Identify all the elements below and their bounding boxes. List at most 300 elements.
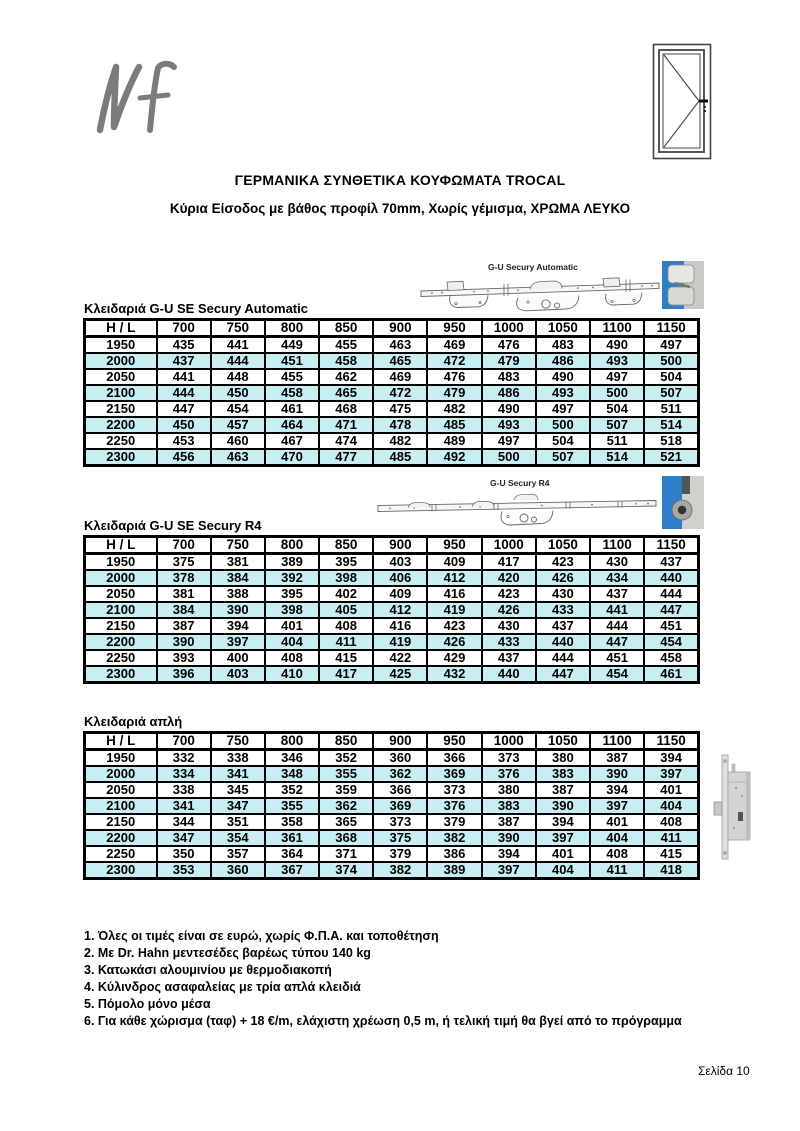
price-cell: 395 xyxy=(265,586,319,602)
width-header-cell: 700 xyxy=(157,537,211,554)
price-cell: 475 xyxy=(373,401,427,417)
price-cell: 405 xyxy=(319,602,373,618)
price-cell: 379 xyxy=(373,846,427,862)
price-cell: 332 xyxy=(157,750,211,767)
price-cell: 398 xyxy=(265,602,319,618)
price-cell: 387 xyxy=(590,750,644,767)
height-header-cell: 2250 xyxy=(85,433,157,449)
lock-image-caption: G-U Secury Automatic xyxy=(488,262,578,272)
width-header-cell: 1000 xyxy=(482,320,536,337)
price-cell: 457 xyxy=(211,417,265,433)
price-cell: 497 xyxy=(482,433,536,449)
price-cell: 397 xyxy=(536,830,590,846)
note-4: 4. Κύλινδρος ασαφαλείας με τρία απλά κλειδιά xyxy=(84,980,361,994)
price-cell: 411 xyxy=(644,830,698,846)
width-header-cell: 900 xyxy=(373,320,427,337)
price-cell: 483 xyxy=(482,369,536,385)
price-cell: 447 xyxy=(536,666,590,683)
price-cell: 394 xyxy=(536,814,590,830)
price-cell: 387 xyxy=(157,618,211,634)
note-6: 6. Για κάθε χώρισμα (ταφ) + 18 €/m, ελάχιστη χρέωση 0,5 m, ή τελική τιμή θα βγεί από το πρόγραμμα xyxy=(84,1014,682,1028)
price-cell: 454 xyxy=(211,401,265,417)
price-cell: 455 xyxy=(265,369,319,385)
price-cell: 441 xyxy=(157,369,211,385)
price-cell: 387 xyxy=(482,814,536,830)
price-cell: 408 xyxy=(319,618,373,634)
table-row xyxy=(85,750,699,767)
price-cell: 490 xyxy=(482,401,536,417)
price-cell: 380 xyxy=(536,750,590,767)
height-header-cell: 2000 xyxy=(85,570,157,586)
table-header-row xyxy=(85,320,699,337)
price-cell: 462 xyxy=(319,369,373,385)
price-cell: 380 xyxy=(482,782,536,798)
table-row xyxy=(85,846,699,862)
table-row xyxy=(85,353,699,369)
price-cell: 500 xyxy=(590,385,644,401)
price-cell: 369 xyxy=(427,766,481,782)
price-cell: 504 xyxy=(644,369,698,385)
price-cell: 447 xyxy=(157,401,211,417)
price-cell: 507 xyxy=(590,417,644,433)
price-cell: 478 xyxy=(373,417,427,433)
corner-header-cell: H / L xyxy=(85,733,157,750)
price-cell: 341 xyxy=(157,798,211,814)
price-cell: 450 xyxy=(211,385,265,401)
price-cell: 447 xyxy=(644,602,698,618)
price-cell: 426 xyxy=(482,602,536,618)
height-header-cell: 2150 xyxy=(85,618,157,634)
price-cell: 460 xyxy=(211,433,265,449)
price-cell: 382 xyxy=(427,830,481,846)
width-header-cell: 1100 xyxy=(590,537,644,554)
price-cell: 362 xyxy=(373,766,427,782)
price-cell: 440 xyxy=(536,634,590,650)
table-row xyxy=(85,634,699,650)
price-cell: 461 xyxy=(265,401,319,417)
table-row xyxy=(85,417,699,433)
price-cell: 415 xyxy=(319,650,373,666)
price-cell: 390 xyxy=(536,798,590,814)
height-header-cell: 2100 xyxy=(85,798,157,814)
price-cell: 418 xyxy=(644,862,698,879)
price-cell: 409 xyxy=(373,586,427,602)
price-cell: 511 xyxy=(590,433,644,449)
price-cell: 469 xyxy=(373,369,427,385)
price-cell: 366 xyxy=(373,782,427,798)
price-cell: 400 xyxy=(211,650,265,666)
price-cell: 471 xyxy=(319,417,373,433)
price-cell: 486 xyxy=(482,385,536,401)
width-header-cell: 800 xyxy=(265,537,319,554)
price-cell: 426 xyxy=(536,570,590,586)
table-row xyxy=(85,586,699,602)
price-cell: 492 xyxy=(427,449,481,466)
price-cell: 463 xyxy=(211,449,265,466)
price-cell: 444 xyxy=(211,353,265,369)
price-cell: 401 xyxy=(536,846,590,862)
price-cell: 444 xyxy=(590,618,644,634)
price-cell: 455 xyxy=(319,337,373,354)
price-cell: 430 xyxy=(536,586,590,602)
price-cell: 355 xyxy=(265,798,319,814)
price-cell: 419 xyxy=(373,634,427,650)
table-row xyxy=(85,782,699,798)
price-cell: 401 xyxy=(590,814,644,830)
table-row xyxy=(85,618,699,634)
price-cell: 398 xyxy=(319,570,373,586)
price-cell: 485 xyxy=(427,417,481,433)
price-cell: 403 xyxy=(373,554,427,571)
price-cell: 394 xyxy=(482,846,536,862)
price-cell: 468 xyxy=(319,401,373,417)
price-cell: 433 xyxy=(536,602,590,618)
price-cell: 387 xyxy=(536,782,590,798)
price-cell: 367 xyxy=(265,862,319,879)
price-cell: 432 xyxy=(427,666,481,683)
price-cell: 392 xyxy=(265,570,319,586)
height-header-cell: 2000 xyxy=(85,766,157,782)
price-cell: 347 xyxy=(211,798,265,814)
price-cell: 429 xyxy=(427,650,481,666)
width-header-cell: 850 xyxy=(319,537,373,554)
price-cell: 374 xyxy=(319,862,373,879)
price-cell: 451 xyxy=(265,353,319,369)
price-cell: 361 xyxy=(265,830,319,846)
price-cell: 369 xyxy=(373,798,427,814)
price-cell: 463 xyxy=(373,337,427,354)
height-header-cell: 2100 xyxy=(85,385,157,401)
price-cell: 362 xyxy=(319,798,373,814)
width-header-cell: 850 xyxy=(319,733,373,750)
price-cell: 483 xyxy=(536,337,590,354)
price-cell: 474 xyxy=(319,433,373,449)
price-cell: 514 xyxy=(644,417,698,433)
width-header-cell: 1000 xyxy=(482,733,536,750)
table-header-row xyxy=(85,733,699,750)
price-cell: 437 xyxy=(590,586,644,602)
table-row xyxy=(85,602,699,618)
price-cell: 404 xyxy=(536,862,590,879)
price-cell: 338 xyxy=(157,782,211,798)
width-header-cell: 1000 xyxy=(482,537,536,554)
price-cell: 441 xyxy=(590,602,644,618)
price-cell: 476 xyxy=(427,369,481,385)
price-cell: 396 xyxy=(157,666,211,683)
price-table-secury-r4 xyxy=(83,535,700,684)
price-cell: 345 xyxy=(211,782,265,798)
table-row xyxy=(85,862,699,879)
price-cell: 489 xyxy=(427,433,481,449)
price-cell: 470 xyxy=(265,449,319,466)
price-cell: 354 xyxy=(211,830,265,846)
price-cell: 497 xyxy=(536,401,590,417)
company-logo xyxy=(92,60,182,138)
table-row xyxy=(85,401,699,417)
height-header-cell: 2150 xyxy=(85,814,157,830)
price-cell: 486 xyxy=(536,353,590,369)
price-cell: 373 xyxy=(427,782,481,798)
price-cell: 500 xyxy=(482,449,536,466)
price-cell: 388 xyxy=(211,586,265,602)
price-cell: 469 xyxy=(427,337,481,354)
price-cell: 389 xyxy=(265,554,319,571)
width-header-cell: 700 xyxy=(157,320,211,337)
price-cell: 504 xyxy=(536,433,590,449)
price-cell: 416 xyxy=(427,586,481,602)
width-header-cell: 900 xyxy=(373,537,427,554)
price-cell: 453 xyxy=(157,433,211,449)
price-cell: 393 xyxy=(157,650,211,666)
price-cell: 410 xyxy=(265,666,319,683)
table-row xyxy=(85,385,699,401)
price-cell: 390 xyxy=(211,602,265,618)
height-header-cell: 2250 xyxy=(85,650,157,666)
price-cell: 465 xyxy=(319,385,373,401)
price-cell: 458 xyxy=(644,650,698,666)
price-cell: 397 xyxy=(644,766,698,782)
price-cell: 437 xyxy=(644,554,698,571)
table-row xyxy=(85,554,699,571)
width-header-cell: 950 xyxy=(427,733,481,750)
table-label-secury-r4: Κλειδαριά G-U SE Secury R4 xyxy=(84,518,262,533)
price-cell: 454 xyxy=(590,666,644,683)
price-cell: 397 xyxy=(211,634,265,650)
price-cell: 401 xyxy=(644,782,698,798)
page-number: Σελίδα 10 xyxy=(698,1064,750,1078)
price-cell: 411 xyxy=(590,862,644,879)
table-row xyxy=(85,830,699,846)
price-cell: 352 xyxy=(319,750,373,767)
price-cell: 423 xyxy=(427,618,481,634)
price-cell: 422 xyxy=(373,650,427,666)
price-cell: 423 xyxy=(536,554,590,571)
price-cell: 384 xyxy=(211,570,265,586)
height-header-cell: 2150 xyxy=(85,401,157,417)
price-cell: 417 xyxy=(482,554,536,571)
price-cell: 472 xyxy=(427,353,481,369)
height-header-cell: 2250 xyxy=(85,846,157,862)
width-header-cell: 800 xyxy=(265,320,319,337)
price-cell: 434 xyxy=(590,570,644,586)
height-header-cell: 2200 xyxy=(85,417,157,433)
price-cell: 365 xyxy=(319,814,373,830)
price-cell: 373 xyxy=(482,750,536,767)
price-cell: 521 xyxy=(644,449,698,466)
price-cell: 444 xyxy=(157,385,211,401)
width-header-cell: 850 xyxy=(319,320,373,337)
width-header-cell: 950 xyxy=(427,320,481,337)
width-header-cell: 1150 xyxy=(644,320,698,337)
price-cell: 454 xyxy=(644,634,698,650)
price-cell: 338 xyxy=(211,750,265,767)
price-cell: 352 xyxy=(265,782,319,798)
price-cell: 401 xyxy=(265,618,319,634)
footnotes xyxy=(84,928,682,1030)
price-cell: 447 xyxy=(590,634,644,650)
page-title: ΓΕΡΜΑΝΙΚΑ ΣΥΝΘΕΤΙΚΑ ΚΟΥΦΩΜΑΤΑ TROCAL xyxy=(234,172,566,188)
price-table-simple-lock xyxy=(83,731,700,880)
price-cell: 511 xyxy=(644,401,698,417)
price-cell: 464 xyxy=(265,417,319,433)
width-header-cell: 700 xyxy=(157,733,211,750)
height-header-cell: 2200 xyxy=(85,634,157,650)
price-cell: 435 xyxy=(157,337,211,354)
simple-lock-photo xyxy=(712,752,762,862)
price-cell: 415 xyxy=(644,846,698,862)
price-cell: 461 xyxy=(644,666,698,683)
price-cell: 383 xyxy=(536,766,590,782)
corner-header-cell: H / L xyxy=(85,320,157,337)
note-2: 2. Με Dr. Hahn μεντεσέδες βαρέως τύπου 140 kg xyxy=(84,946,371,960)
height-header-cell: 2050 xyxy=(85,586,157,602)
price-cell: 368 xyxy=(319,830,373,846)
price-cell: 465 xyxy=(373,353,427,369)
price-cell: 467 xyxy=(265,433,319,449)
price-cell: 500 xyxy=(644,353,698,369)
price-cell: 408 xyxy=(590,846,644,862)
price-cell: 344 xyxy=(157,814,211,830)
price-cell: 376 xyxy=(427,798,481,814)
width-header-cell: 900 xyxy=(373,733,427,750)
width-header-cell: 1050 xyxy=(536,320,590,337)
price-cell: 359 xyxy=(319,782,373,798)
price-cell: 341 xyxy=(211,766,265,782)
price-cell: 479 xyxy=(427,385,481,401)
price-cell: 412 xyxy=(427,570,481,586)
price-cell: 355 xyxy=(319,766,373,782)
price-cell: 390 xyxy=(482,830,536,846)
height-header-cell: 2050 xyxy=(85,782,157,798)
width-header-cell: 950 xyxy=(427,537,481,554)
price-cell: 409 xyxy=(427,554,481,571)
table-label-simple-lock: Κλειδαριά απλή xyxy=(84,714,183,729)
price-cell: 397 xyxy=(482,862,536,879)
price-cell: 458 xyxy=(265,385,319,401)
price-cell: 375 xyxy=(157,554,211,571)
price-cell: 441 xyxy=(211,337,265,354)
table-row xyxy=(85,570,699,586)
price-cell: 360 xyxy=(211,862,265,879)
price-cell: 416 xyxy=(373,618,427,634)
table-row xyxy=(85,337,699,354)
price-cell: 351 xyxy=(211,814,265,830)
price-cell: 406 xyxy=(373,570,427,586)
price-cell: 440 xyxy=(482,666,536,683)
price-cell: 493 xyxy=(536,385,590,401)
height-header-cell: 2200 xyxy=(85,830,157,846)
height-header-cell: 2300 xyxy=(85,449,157,466)
height-header-cell: 2050 xyxy=(85,369,157,385)
secury-automatic-image xyxy=(418,258,704,312)
price-cell: 353 xyxy=(157,862,211,879)
price-cell: 497 xyxy=(644,337,698,354)
height-header-cell: 1950 xyxy=(85,337,157,354)
width-header-cell: 1150 xyxy=(644,733,698,750)
price-cell: 458 xyxy=(319,353,373,369)
price-cell: 444 xyxy=(536,650,590,666)
price-cell: 408 xyxy=(644,814,698,830)
width-header-cell: 750 xyxy=(211,537,265,554)
price-cell: 426 xyxy=(427,634,481,650)
price-cell: 334 xyxy=(157,766,211,782)
width-header-cell: 750 xyxy=(211,320,265,337)
price-cell: 497 xyxy=(590,369,644,385)
price-cell: 404 xyxy=(644,798,698,814)
price-cell: 507 xyxy=(536,449,590,466)
price-cell: 456 xyxy=(157,449,211,466)
page-subtitle: Κύρια Είσοδος με βάθος προφίλ 70mm, Χωρίς γέμισμα, ΧΡΩΜΑ ΛΕΥΚΟ xyxy=(169,201,631,216)
table-row xyxy=(85,766,699,782)
price-cell: 437 xyxy=(536,618,590,634)
price-cell: 479 xyxy=(482,353,536,369)
note-3: 3. Κατωκάσι αλουμινίου με θερμοδιακοπή xyxy=(84,963,332,977)
price-cell: 404 xyxy=(265,634,319,650)
table-row xyxy=(85,433,699,449)
price-cell: 411 xyxy=(319,634,373,650)
price-cell: 490 xyxy=(536,369,590,385)
price-cell: 366 xyxy=(427,750,481,767)
price-cell: 389 xyxy=(427,862,481,879)
price-cell: 383 xyxy=(482,798,536,814)
nf-logo-icon xyxy=(92,60,182,138)
price-cell: 394 xyxy=(644,750,698,767)
price-cell: 412 xyxy=(373,602,427,618)
price-cell: 482 xyxy=(427,401,481,417)
price-cell: 423 xyxy=(482,586,536,602)
price-cell: 403 xyxy=(211,666,265,683)
price-cell: 476 xyxy=(482,337,536,354)
price-cell: 390 xyxy=(157,634,211,650)
price-cell: 347 xyxy=(157,830,211,846)
height-header-cell: 2300 xyxy=(85,862,157,879)
price-cell: 390 xyxy=(590,766,644,782)
price-cell: 433 xyxy=(482,634,536,650)
width-header-cell: 800 xyxy=(265,733,319,750)
price-cell: 346 xyxy=(265,750,319,767)
price-cell: 417 xyxy=(319,666,373,683)
height-header-cell: 2300 xyxy=(85,666,157,683)
lock-image-caption: G-U Secury R4 xyxy=(490,478,550,488)
price-cell: 384 xyxy=(157,602,211,618)
price-cell: 504 xyxy=(590,401,644,417)
secury-r4-image xyxy=(374,474,706,532)
door-illustration xyxy=(652,43,714,161)
price-cell: 440 xyxy=(644,570,698,586)
table-header-row xyxy=(85,537,699,554)
price-cell: 451 xyxy=(590,650,644,666)
width-header-cell: 1100 xyxy=(590,733,644,750)
height-header-cell: 1950 xyxy=(85,750,157,767)
price-cell: 397 xyxy=(590,798,644,814)
price-cell: 371 xyxy=(319,846,373,862)
price-cell: 490 xyxy=(590,337,644,354)
price-cell: 472 xyxy=(373,385,427,401)
price-cell: 381 xyxy=(211,554,265,571)
width-header-cell: 750 xyxy=(211,733,265,750)
price-cell: 449 xyxy=(265,337,319,354)
price-cell: 493 xyxy=(482,417,536,433)
price-cell: 376 xyxy=(482,766,536,782)
corner-header-cell: H / L xyxy=(85,537,157,554)
price-cell: 360 xyxy=(373,750,427,767)
height-header-cell: 2100 xyxy=(85,602,157,618)
price-cell: 381 xyxy=(157,586,211,602)
price-cell: 430 xyxy=(590,554,644,571)
price-cell: 493 xyxy=(590,353,644,369)
price-cell: 348 xyxy=(265,766,319,782)
price-cell: 379 xyxy=(427,814,481,830)
